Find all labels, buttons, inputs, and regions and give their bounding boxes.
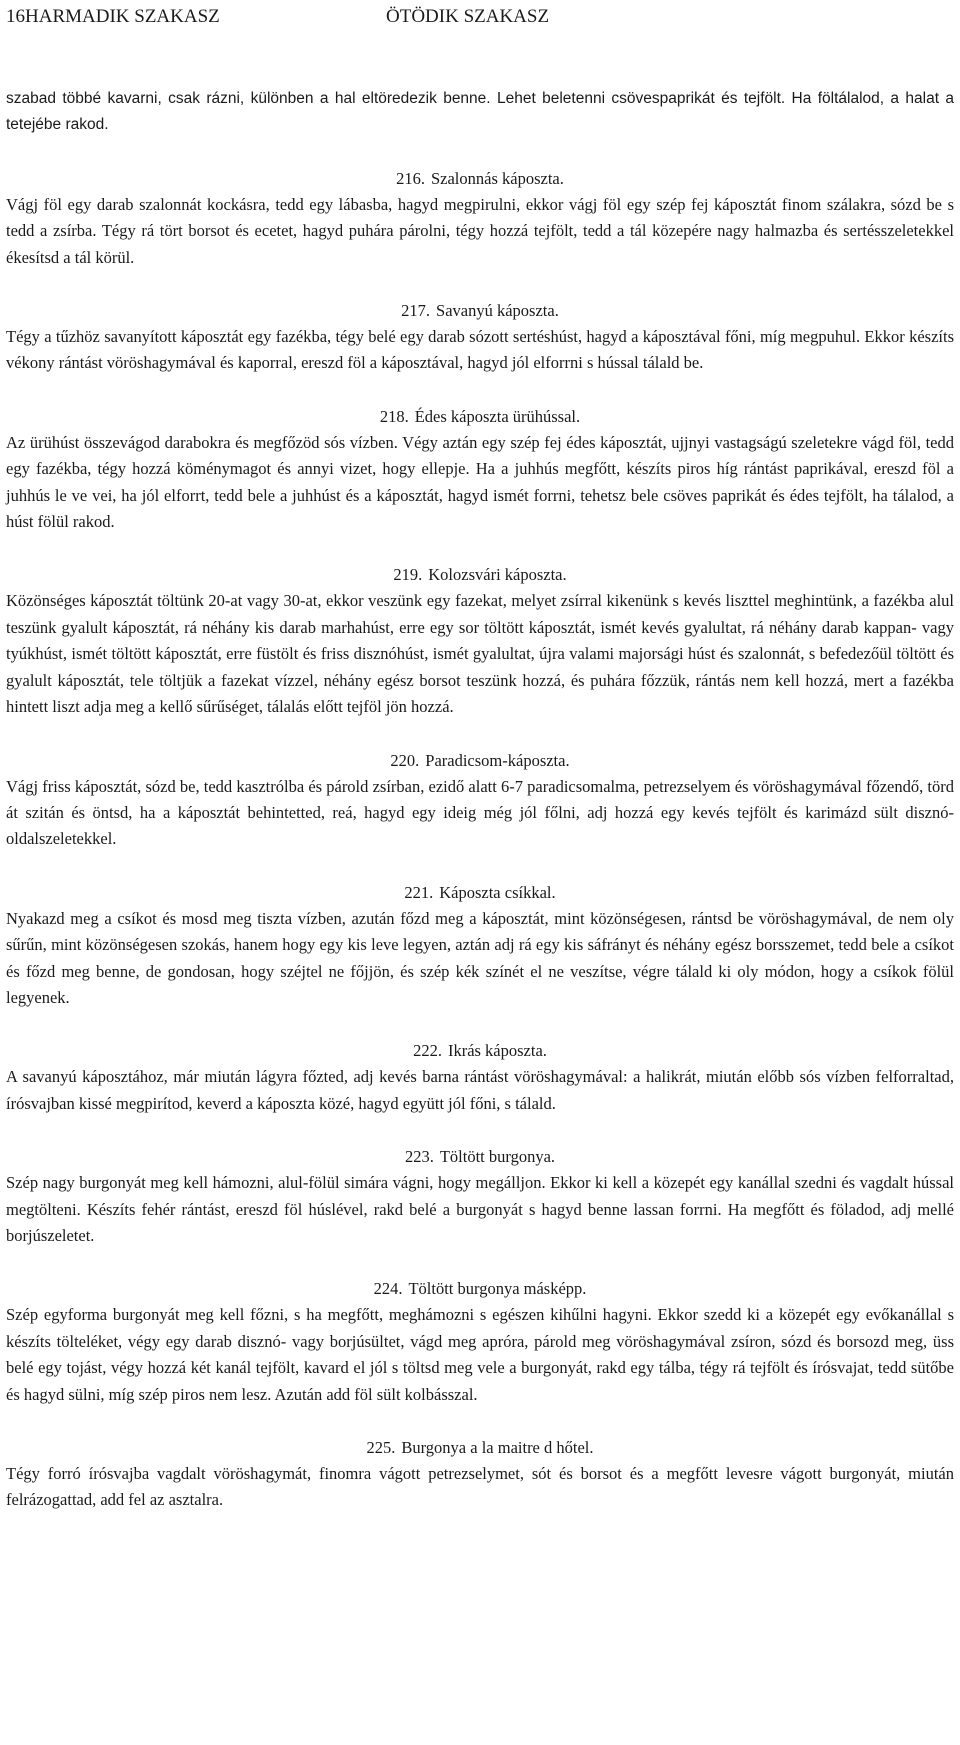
recipe-218 — [6, 404, 954, 536]
recipe-217 — [6, 298, 954, 377]
recipe-number: 225. — [366, 1438, 396, 1457]
recipe-220 — [6, 748, 954, 853]
recipe-number: 218. — [379, 406, 409, 426]
recipe-name: Töltött burgonya. — [439, 1147, 556, 1167]
recipe-name: Töltött burgonya másképp. — [408, 1279, 587, 1299]
recipe-219 — [6, 562, 954, 720]
page-header — [6, 3, 946, 31]
recipe-name: Kolozsvári káposzta. — [428, 565, 567, 585]
recipe-225 — [6, 1435, 954, 1514]
recipe-text: Nyakazd meg a csíkot és mosd meg tiszta vízben, azután főzd meg a káposztát, mint közönségesen, rántsd be vöröshagymával, de nem oly sűrűn, mint közönségesen szokás, hanem hogy egy kis leve legyen, aztán adj rá egy kis sáfrányt és néhány egész borsszemet, tedd bele a csíkot és főzd meg benne, de gondosan, hogy széjtel ne főjjön, és szép kék színét el ne veszítse, végre tálald ki oly módon, hogy a csíkok fölül legyenek. — [6, 908, 954, 1007]
recipe-title — [6, 1144, 954, 1170]
recipe-222 — [6, 1038, 954, 1117]
intro-paragraph: szabad többé kavarni, csak rázni, különben a hal eltöredezik benne. Lehet beletenni csövespaprikát és tejfölt. Ha föltálalod, a halat a tetejébe rakod. — [6, 90, 954, 134]
recipe-name: Savanyú káposzta. — [436, 301, 559, 321]
recipe-text: Vágj friss káposztát, sózd be, tedd kasztrólba és párold zsírban, ezidő alatt 6-7 paradicsomalma, petrezselyem és vöröshagymával főzendő, törd át szitán és öntsd, ha a káposztát behintetted, reá, hagyd egy ideig még jól főlni, adj hozzá egy kevés tejfölt és karimázd sült disznó-oldalszeletekkel. — [6, 776, 954, 849]
recipe-number: 219. — [393, 565, 423, 585]
recipe-title — [6, 404, 954, 430]
chapter-title: ÖTÖDIK SZAKASZ — [386, 6, 550, 27]
recipe-224 — [6, 1276, 954, 1408]
recipe-text: Az ürühúst összevágod darabokra és megfőzöd sós vízben. Végy aztán egy szép fej édes káposztát, ujjnyi vastagságú szeletekre vágd föl, tedd egy fazékba, tégy hozzá köménymagot és annyi vizet, hogy ellepje. Ha a juhhús megfőtt, készíts piros híg rántást paprikával, ereszd föl a juhhús le ve vei, ha jól elforrt, tedd bele a juhhúst és a káposztát, hagyd ismét forrni, tehetsz bele csöves paprikát és édes tejfölt, ha tálalod, a húst fölül rakod. — [6, 432, 954, 532]
recipe-title — [6, 298, 954, 324]
recipe-title — [6, 880, 954, 906]
recipe-text: Szép nagy burgonyát meg kell hámozni, alul-fölül simára vágni, hogy megálljon. Ekkor ki kell a közepét egy kanállal szedni és vagdalt hússal megtölteni. Készíts fehér rántást, ereszd föl húslével, rakd belé a burgonyát s hagyd benne lassan forrni. Ha megfőtt és föladod, adj mellé borjúszeletet. — [6, 1173, 954, 1245]
recipe-name: Paradicsom-káposzta. — [425, 750, 570, 770]
page-content — [6, 86, 954, 1514]
recipe-name: Édes káposzta ürühússal. — [414, 406, 581, 426]
recipe-name: Ikrás káposzta. — [447, 1041, 547, 1061]
recipe-text: Közönséges káposztát töltünk 20-at vagy 30-at, ekkor veszünk egy fazekat, melyet zsírral kikenünk s kevés liszttel meghintünk, a fazékba alul teszünk gyalult káposztát, rá néhány kis darab marhahúst, erre egy sor töltött káposztát, ismét kevés gyalultat, rá néhány darab kappan- vagy tyúkhúst, ismét töltött káposztát, erre füstölt és friss disznóhúst, ismét gyalultat, újra valami majorsági húst és szalonnát, s befedezőül töltött és gyalult káposztát, tele töltjük a fazekat vízzel, néhány egész borsot teszünk hozzá, és puhára főzzük, rántás nem kell hozzá, mert a fazékba hintett liszt adja meg a kellő sűrűséget, tálalás előtt tejföl jön hozzá. — [6, 591, 954, 717]
recipe-216 — [6, 166, 954, 271]
recipe-number: 217. — [401, 301, 431, 321]
recipe-number: 223. — [404, 1147, 434, 1167]
recipe-number: 216. — [396, 168, 425, 188]
recipe-title — [6, 1038, 954, 1064]
recipe-title — [6, 1435, 954, 1461]
recipe-text: Tégy a tűzhöz savanyított káposztát egy fazékba, tégy belé egy darab sózott sertéshúst, hagyd a káposztával főni, míg megpuhul. Ekkor készíts vékony rántást vöröshagymával és kaporral, ereszd föl a káposztával, hagyd jól elforrni s hússal tálald be. — [6, 327, 954, 373]
recipe-title — [6, 1276, 954, 1302]
recipe-number: 224. — [373, 1279, 403, 1299]
recipe-221 — [6, 880, 954, 1012]
recipe-number: 221. — [404, 882, 434, 902]
recipe-text: A savanyú káposztához, már miután lágyra főzted, adj kevés barna rántást vöröshagymával: a halikrát, miután előbb sós vízben felforraltad, írósvajban kissé megpirítod, keverd a káposzta közé, hagyd együtt jól főni, s tálald. — [6, 1067, 954, 1113]
recipe-title — [6, 166, 954, 192]
recipe-number: 220. — [390, 750, 420, 770]
recipe-number: 222. — [413, 1041, 442, 1061]
page-number-section: 16HARMADIK SZAKASZ — [6, 6, 220, 27]
recipe-name: Káposzta csíkkal. — [439, 882, 556, 902]
recipe-name: Burgonya a la maitre d hőtel. — [401, 1438, 594, 1457]
recipe-text: Tégy forró írósvajba vagdalt vöröshagymát, finomra vágott petrezselymet, sót és borsot és a megfőtt levesre vágott burgonyát, miután felrázogattad, add fel az asztalra. — [6, 1464, 954, 1510]
recipe-title — [6, 748, 954, 774]
recipe-title — [6, 562, 954, 588]
recipe-text: Vágj föl egy darab szalonnát kockásra, tedd egy lábasba, hagyd megpirulni, ekkor vágj föl egy szép fej káposztát finom szálakra, sózd be s tedd a zsírba. Tégy rá tört borsot és ecetet, hagyd puhára párolni, tégy hozzá tejfölt, tedd a tál közepére nagy halmazba és sertésszeletekkel ékesítsd a tál körül. — [6, 194, 954, 267]
recipe-text: Szép egyforma burgonyát meg kell főzni, s ha megfőtt, meghámozni s egészen kihűlni hagyni. Ekkor szedd ki a közepét egy evőkanállal s készíts tölteléket, végy egy darab disznó- vagy borjúsültet, vágd meg apróra, párold meg vöröshagymával zsíron, sózd és borsozd meg, üss belé egy tojást, végy hozzá két kanál tejfölt, kavard el jól s töltsd meg vele a burgonyát, rakd egy tálba, tégy rá tejfölt és írósvajat, tedd sütőbe és hagyd sülni, míg szép piros nem lesz. Azután add föl sült kolbásszal. — [6, 1305, 954, 1404]
recipe-223 — [6, 1144, 954, 1249]
recipe-name: Szalonnás káposzta. — [430, 168, 564, 188]
